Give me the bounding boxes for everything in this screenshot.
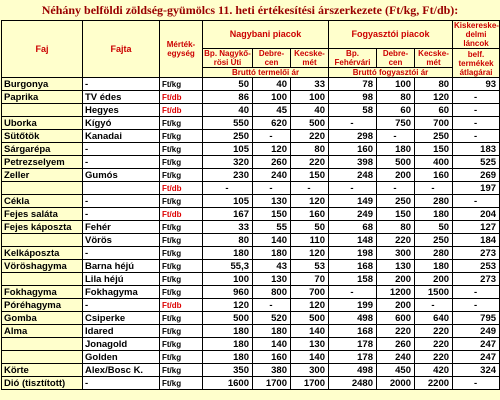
row-value: 140	[291, 351, 329, 364]
row-value: 180	[253, 325, 291, 338]
row-value: 220	[377, 325, 415, 338]
row-value: 100	[291, 91, 329, 104]
row-value: 150	[253, 208, 291, 221]
row-value: 130	[377, 260, 415, 273]
row-value: 525	[453, 156, 500, 169]
row-value: 520	[253, 312, 291, 325]
row-value: -	[415, 182, 453, 195]
row-value: 240	[377, 351, 415, 364]
row-unit: Ft/db	[160, 182, 203, 195]
row-value: 324	[453, 364, 500, 377]
row-faj: Paprika	[2, 91, 83, 104]
table-row	[2, 130, 500, 143]
row-value: 100	[203, 273, 253, 286]
row-value: 180	[203, 338, 253, 351]
row-value: 180	[203, 247, 253, 260]
row-value: 300	[291, 364, 329, 377]
row-fajta: Jonagold	[83, 338, 160, 351]
table-row	[2, 325, 500, 338]
row-value: 160	[329, 143, 377, 156]
row-unit: Ft/db	[160, 299, 203, 312]
row-value: -	[453, 104, 500, 117]
table-row	[2, 78, 500, 91]
table-row	[2, 195, 500, 208]
row-faj	[2, 104, 83, 117]
row-value: 960	[203, 286, 253, 299]
row-unit: Ft/kg	[160, 156, 203, 169]
row-value: 160	[253, 351, 291, 364]
row-value: 600	[377, 312, 415, 325]
row-fajta: Hegyes	[83, 104, 160, 117]
row-unit: Ft/kg	[160, 260, 203, 273]
row-fajta: -	[83, 143, 160, 156]
row-value: 33	[203, 221, 253, 234]
row-value: -	[253, 182, 291, 195]
row-faj: Burgonya	[2, 78, 83, 91]
row-value: 184	[453, 234, 500, 247]
row-value: 1500	[415, 286, 453, 299]
row-value: 200	[377, 169, 415, 182]
row-value: 1200	[377, 286, 415, 299]
row-value: 2200	[415, 377, 453, 390]
row-fajta: -	[83, 78, 160, 91]
row-value: 398	[329, 156, 377, 169]
table-row	[2, 104, 500, 117]
row-unit: Ft/kg	[160, 338, 203, 351]
table-row	[2, 182, 500, 195]
row-value: 800	[253, 286, 291, 299]
row-value: 550	[203, 117, 253, 130]
row-value: 500	[203, 312, 253, 325]
row-value: 148	[329, 234, 377, 247]
row-value: 53	[291, 260, 329, 273]
table-row	[2, 208, 500, 221]
row-value: 198	[329, 247, 377, 260]
row-faj: Sárgarépa	[2, 143, 83, 156]
row-value: 50	[203, 78, 253, 91]
row-value: 120	[291, 247, 329, 260]
row-unit: Ft/kg	[160, 286, 203, 299]
row-value: 80	[203, 234, 253, 247]
row-faj: Fokhagyma	[2, 286, 83, 299]
table-row	[2, 260, 500, 273]
row-fajta: -	[83, 195, 160, 208]
row-fajta: Golden	[83, 351, 160, 364]
row-value: 230	[203, 169, 253, 182]
table-row	[2, 234, 500, 247]
row-faj: Dió (tisztított)	[2, 377, 83, 390]
row-value: 100	[253, 91, 291, 104]
row-value: 795	[453, 312, 500, 325]
header-wholesale-col: Debre-cen	[253, 49, 291, 68]
row-value: 45	[253, 104, 291, 117]
row-fajta: Vörös	[83, 234, 160, 247]
row-value: 200	[415, 273, 453, 286]
row-faj: Kelkáposzta	[2, 247, 83, 260]
row-value: 250	[377, 195, 415, 208]
price-table	[1, 20, 500, 390]
row-value: 750	[377, 117, 415, 130]
table-row	[2, 338, 500, 351]
row-value: -	[453, 299, 500, 312]
row-value: 149	[329, 195, 377, 208]
row-faj: Fejes káposzta	[2, 221, 83, 234]
row-value: 250	[415, 130, 453, 143]
row-value: 280	[415, 247, 453, 260]
row-value: 180	[203, 325, 253, 338]
row-value: -	[329, 117, 377, 130]
row-fajta: Csiperke	[83, 312, 160, 325]
row-value: 98	[329, 91, 377, 104]
row-value: 180	[377, 143, 415, 156]
row-fajta: Barna héjú	[83, 260, 160, 273]
row-value: 167	[203, 208, 253, 221]
row-value: 2480	[329, 377, 377, 390]
row-unit: Ft/kg	[160, 221, 203, 234]
table-row	[2, 247, 500, 260]
row-value: 40	[203, 104, 253, 117]
row-fajta: -	[83, 156, 160, 169]
row-value: 50	[291, 221, 329, 234]
row-unit: Ft/kg	[160, 169, 203, 182]
row-unit: Ft/kg	[160, 325, 203, 338]
row-value: 110	[291, 234, 329, 247]
row-unit: Ft/kg	[160, 234, 203, 247]
row-value: 180	[415, 260, 453, 273]
row-value: 60	[415, 104, 453, 117]
row-fajta: -	[83, 247, 160, 260]
row-fajta: -	[83, 377, 160, 390]
row-value: 58	[329, 104, 377, 117]
row-value: 350	[203, 364, 253, 377]
row-fajta: Lila héjú	[83, 273, 160, 286]
row-value: 80	[377, 221, 415, 234]
row-value: 400	[415, 156, 453, 169]
row-faj	[2, 351, 83, 364]
row-fajta: Fokhagyma	[83, 286, 160, 299]
row-value: 93	[453, 78, 500, 91]
row-value: 120	[291, 195, 329, 208]
table-row	[2, 312, 500, 325]
row-value: -	[253, 130, 291, 143]
row-value: 700	[415, 117, 453, 130]
row-fajta: Kígyó	[83, 117, 160, 130]
row-value: 140	[253, 234, 291, 247]
row-value: -	[453, 195, 500, 208]
table-row	[2, 91, 500, 104]
row-value: 160	[291, 208, 329, 221]
header-consumer-col: Kecske-mét	[415, 49, 453, 68]
row-value: 197	[453, 182, 500, 195]
row-faj	[2, 234, 83, 247]
row-value: 178	[329, 338, 377, 351]
row-value: 105	[203, 143, 253, 156]
row-value: 130	[253, 195, 291, 208]
row-value: 130	[291, 338, 329, 351]
row-value: 500	[291, 117, 329, 130]
row-unit: Ft/db	[160, 208, 203, 221]
row-value: 280	[415, 195, 453, 208]
row-fajta: TV édes	[83, 91, 160, 104]
table-row	[2, 169, 500, 182]
row-value: 247	[453, 338, 500, 351]
row-value: 248	[329, 169, 377, 182]
row-value: 220	[377, 234, 415, 247]
row-value: 249	[329, 208, 377, 221]
row-faj: Alma	[2, 325, 83, 338]
row-value: 498	[329, 364, 377, 377]
row-value: 240	[253, 169, 291, 182]
row-value: 168	[329, 260, 377, 273]
header-consumer-price: Bruttó fogyasztói ár	[329, 68, 453, 78]
row-fajta: -	[83, 208, 160, 221]
header-faj: Faj	[2, 21, 83, 78]
row-value: 247	[453, 351, 500, 364]
row-value: 220	[291, 130, 329, 143]
row-value: 140	[291, 325, 329, 338]
row-value: 260	[253, 156, 291, 169]
row-unit: Ft/kg	[160, 247, 203, 260]
row-faj: Vöröshagyma	[2, 260, 83, 273]
row-value: -	[377, 130, 415, 143]
row-fajta: Kanadai	[83, 130, 160, 143]
row-value: -	[253, 299, 291, 312]
row-value: 1700	[253, 377, 291, 390]
row-value: -	[453, 91, 500, 104]
row-value: 420	[415, 364, 453, 377]
table-row	[2, 273, 500, 286]
row-value: 150	[377, 208, 415, 221]
row-faj: Sütőtök	[2, 130, 83, 143]
row-value: 273	[453, 273, 500, 286]
row-value: 130	[253, 273, 291, 286]
table-row	[2, 143, 500, 156]
table-row	[2, 221, 500, 234]
row-value: 620	[253, 117, 291, 130]
row-value: 180	[253, 247, 291, 260]
row-value: 640	[415, 312, 453, 325]
row-value: 260	[377, 338, 415, 351]
row-value: 70	[291, 273, 329, 286]
row-value: 220	[415, 325, 453, 338]
row-value: 1600	[203, 377, 253, 390]
row-value: 220	[415, 351, 453, 364]
row-value: 220	[415, 338, 453, 351]
row-value: 60	[377, 104, 415, 117]
row-unit: Ft/db	[160, 104, 203, 117]
row-value: 500	[377, 156, 415, 169]
row-value: 120	[253, 143, 291, 156]
row-value: -	[415, 299, 453, 312]
table-row	[2, 364, 500, 377]
row-value: 80	[415, 78, 453, 91]
row-value: -	[453, 286, 500, 299]
row-unit: Ft/kg	[160, 117, 203, 130]
row-value: 200	[377, 273, 415, 286]
row-fajta: Idared	[83, 325, 160, 338]
header-retail: Kiskereske-delmi láncok	[454, 21, 499, 48]
row-value: 180	[203, 351, 253, 364]
row-fajta: Alex/Bosc K.	[83, 364, 160, 377]
row-value: 40	[291, 104, 329, 117]
table-row	[2, 351, 500, 364]
row-fajta: Gumós	[83, 169, 160, 182]
row-value: 200	[377, 299, 415, 312]
row-unit: Ft/db	[160, 91, 203, 104]
row-faj: Zeller	[2, 169, 83, 182]
row-faj: Körte	[2, 364, 83, 377]
row-value: -	[453, 377, 500, 390]
row-value: -	[329, 182, 377, 195]
row-value: 55,3	[203, 260, 253, 273]
row-value: 40	[253, 78, 291, 91]
row-unit: Ft/kg	[160, 377, 203, 390]
table-row	[2, 286, 500, 299]
row-value: 33	[291, 78, 329, 91]
row-value: 50	[415, 221, 453, 234]
row-unit: Ft/kg	[160, 130, 203, 143]
row-value: 120	[415, 91, 453, 104]
row-value: 183	[453, 143, 500, 156]
row-value: 253	[453, 260, 500, 273]
header-wholesale: Nagybani piacok	[203, 21, 329, 49]
table-row	[2, 377, 500, 390]
table-row	[2, 117, 500, 130]
header-consumer-col: Bp. Fehérvári	[329, 49, 377, 68]
table-row	[2, 156, 500, 169]
row-value: 250	[203, 130, 253, 143]
row-value: 249	[453, 325, 500, 338]
table-row	[2, 299, 500, 312]
row-value: 700	[291, 286, 329, 299]
row-value: 380	[253, 364, 291, 377]
row-value: 498	[329, 312, 377, 325]
row-value: 100	[377, 78, 415, 91]
header-retail-col: belf. termékek átlagárai	[453, 49, 500, 78]
row-value: 199	[329, 299, 377, 312]
header-fajta: Fajta	[83, 21, 160, 78]
row-value: 178	[329, 351, 377, 364]
row-faj: Petrezselyem	[2, 156, 83, 169]
row-faj	[2, 338, 83, 351]
row-value: 68	[329, 221, 377, 234]
row-unit: Ft/kg	[160, 312, 203, 325]
row-value: 86	[203, 91, 253, 104]
row-faj	[2, 273, 83, 286]
row-value: 298	[329, 130, 377, 143]
row-value: 300	[377, 247, 415, 260]
row-value: -	[453, 130, 500, 143]
row-value: 43	[253, 260, 291, 273]
row-value: 204	[453, 208, 500, 221]
row-faj	[2, 182, 83, 195]
row-value: 120	[291, 299, 329, 312]
row-value: -	[203, 182, 253, 195]
header-producer-price: Bruttó termelői ár	[203, 68, 329, 78]
row-fajta	[83, 182, 160, 195]
row-value: 150	[291, 169, 329, 182]
row-value: 168	[329, 325, 377, 338]
row-value: 127	[453, 221, 500, 234]
row-value: 105	[203, 195, 253, 208]
row-unit: Ft/kg	[160, 195, 203, 208]
row-faj: Uborka	[2, 117, 83, 130]
row-unit: Ft/kg	[160, 364, 203, 377]
row-value: 180	[415, 208, 453, 221]
row-value: 220	[291, 156, 329, 169]
row-value: 1700	[291, 377, 329, 390]
row-value: -	[329, 286, 377, 299]
row-fajta: -	[83, 299, 160, 312]
row-value: 150	[415, 143, 453, 156]
row-value: 55	[253, 221, 291, 234]
header-consumer: Fogyasztói piacok	[329, 21, 453, 49]
row-value: 250	[415, 234, 453, 247]
row-value: 160	[415, 169, 453, 182]
row-value: 500	[291, 312, 329, 325]
header-unit: Mérték-egység	[160, 21, 203, 78]
row-value: 2000	[377, 377, 415, 390]
row-faj: Póréhagyma	[2, 299, 83, 312]
row-faj: Gomba	[2, 312, 83, 325]
row-value: 269	[453, 169, 500, 182]
row-fajta: Fehér	[83, 221, 160, 234]
row-value: 80	[377, 91, 415, 104]
row-value: -	[291, 182, 329, 195]
row-value: 273	[453, 247, 500, 260]
row-faj: Cékla	[2, 195, 83, 208]
header-consumer-col: Debre-cen	[377, 49, 415, 68]
row-value: -	[453, 117, 500, 130]
row-value: 450	[377, 364, 415, 377]
row-faj: Fejes saláta	[2, 208, 83, 221]
row-value: 140	[253, 338, 291, 351]
header-wholesale-col: Kecske-mét	[291, 49, 329, 68]
row-value: 158	[329, 273, 377, 286]
row-unit: Ft/kg	[160, 351, 203, 364]
header-wholesale-col: Bp. Nagykő-rösi Úti	[204, 49, 251, 67]
page-title: Néhány belföldi zöldség-gyümölcs 11. heti értékesítési árszerkezete (Ft/kg, Ft/db):	[41, 3, 459, 17]
row-value: 78	[329, 78, 377, 91]
row-unit: Ft/kg	[160, 78, 203, 91]
row-value: 80	[291, 143, 329, 156]
row-value: 320	[203, 156, 253, 169]
row-value: 120	[203, 299, 253, 312]
row-unit: Ft/kg	[160, 273, 203, 286]
row-unit: Ft/kg	[160, 143, 203, 156]
row-value: -	[377, 182, 415, 195]
